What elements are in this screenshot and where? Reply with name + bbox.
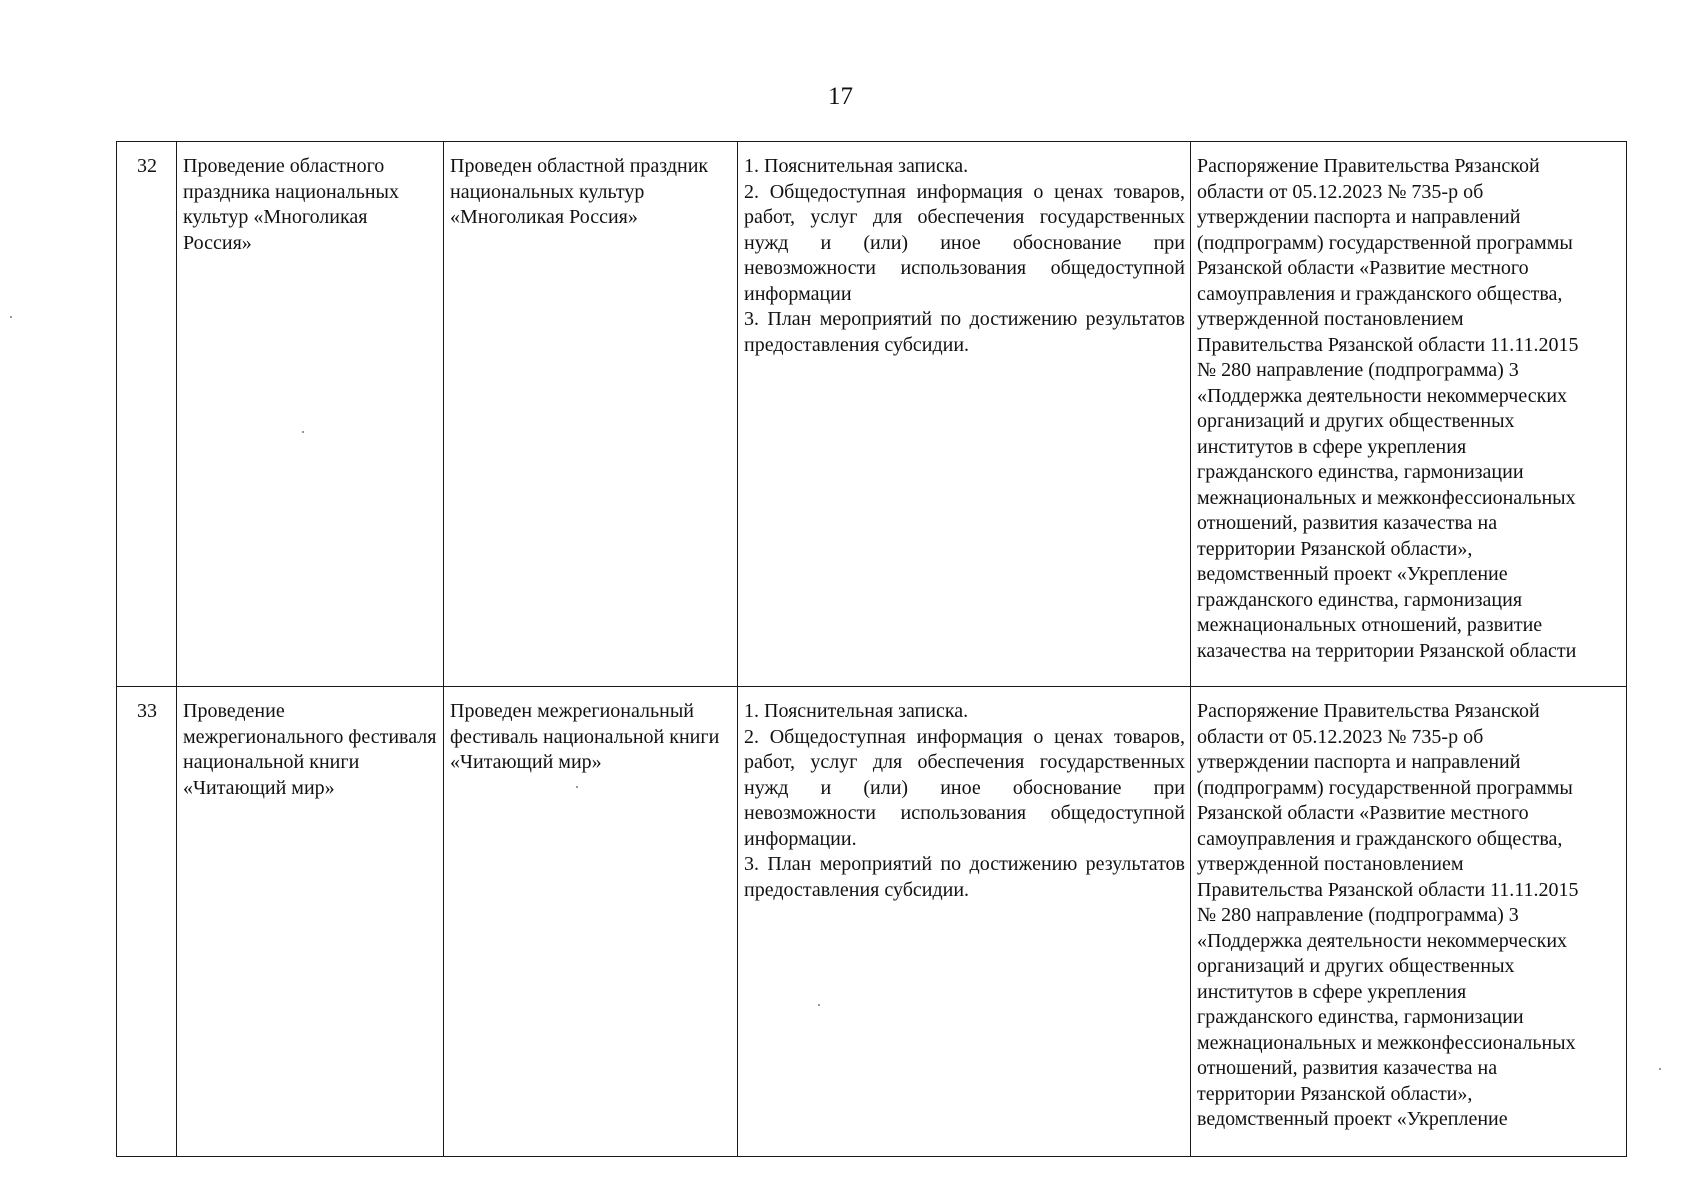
event-name: Проведение областного праздника национальных культур «Многоликая Россия»	[177, 142, 444, 687]
measures-table	[116, 141, 1627, 1157]
scan-speck	[302, 431, 304, 433]
document-item: 1. Пояснительная записка.	[744, 155, 969, 177]
document-item: 3. План мероприятий по достижению результатов предоставления субсидии.	[744, 308, 1185, 356]
scan-speck	[10, 316, 12, 318]
event-result: Проведен областной праздник национальных культур «Многоликая Россия»	[444, 142, 738, 687]
table-row	[117, 142, 1627, 687]
document-item: 3. План мероприятий по достижению результатов предоставления субсидии.	[744, 853, 1185, 901]
legal-basis: Распоряжение Правительства Рязанской области от 05.12.2023 № 735-р об утверждении паспорта и направлений (подпрограмм) государственной программы Рязанской области «Развитие местного самоуправления и гражданского общества, утвержденной постановлением Правительства Рязанской области 11.11.2015 № 280 направление (подпрограмма) 3 «Поддержка деятельности некоммерческих организаций и других общественных институтов в сфере укрепления гражданского единства, гармонизации межнациональных и межконфессиональных отношений, развития казачества на территории Рязанской области», ведомственный проект «Укрепление	[1191, 687, 1627, 1157]
required-documents	[738, 142, 1191, 687]
scan-speck	[576, 786, 578, 788]
scan-speck	[1659, 1068, 1661, 1070]
document-item: 2. Общедоступная информация о ценах товаров, работ, услуг для обеспечения государственных нужд и (или) иное обоснование при невозможности использования общедоступной информации	[744, 180, 1185, 305]
event-name: Проведение межрегионального фестиваля национальной книги «Читающий мир»	[177, 687, 444, 1157]
legal-basis: Распоряжение Правительства Рязанской области от 05.12.2023 № 735-р об утверждении паспорта и направлений (подпрограмм) государственной программы Рязанской области «Развитие местного самоуправления и гражданского общества, утвержденной постановлением Правительства Рязанской области 11.11.2015 № 280 направление (подпрограмма) 3 «Поддержка деятельности некоммерческих организаций и других общественных институтов в сфере укрепления гражданского единства, гармонизации межнациональных и межконфессиональных отношений, развития казачества на территории Рязанской области», ведомственный проект «Укрепление гражданского единства, гармонизация межнациональных отношений, развитие казачества на территории Рязанской области	[1191, 142, 1627, 687]
row-number: 32	[117, 142, 177, 687]
row-number: 33	[117, 687, 177, 1157]
required-documents	[738, 687, 1191, 1157]
table-row	[117, 687, 1627, 1157]
event-result: Проведен межрегиональный фестиваль национальной книги «Читающий мир»	[444, 687, 738, 1157]
scan-speck	[818, 1004, 820, 1006]
document-item: 2. Общедоступная информация о ценах товаров, работ, услуг для обеспечения государственных нужд и (или) иное обоснование при невозможности использования общедоступной информации.	[744, 725, 1185, 850]
page-number: 17	[828, 83, 853, 110]
document-item: 1. Пояснительная записка.	[744, 700, 969, 722]
